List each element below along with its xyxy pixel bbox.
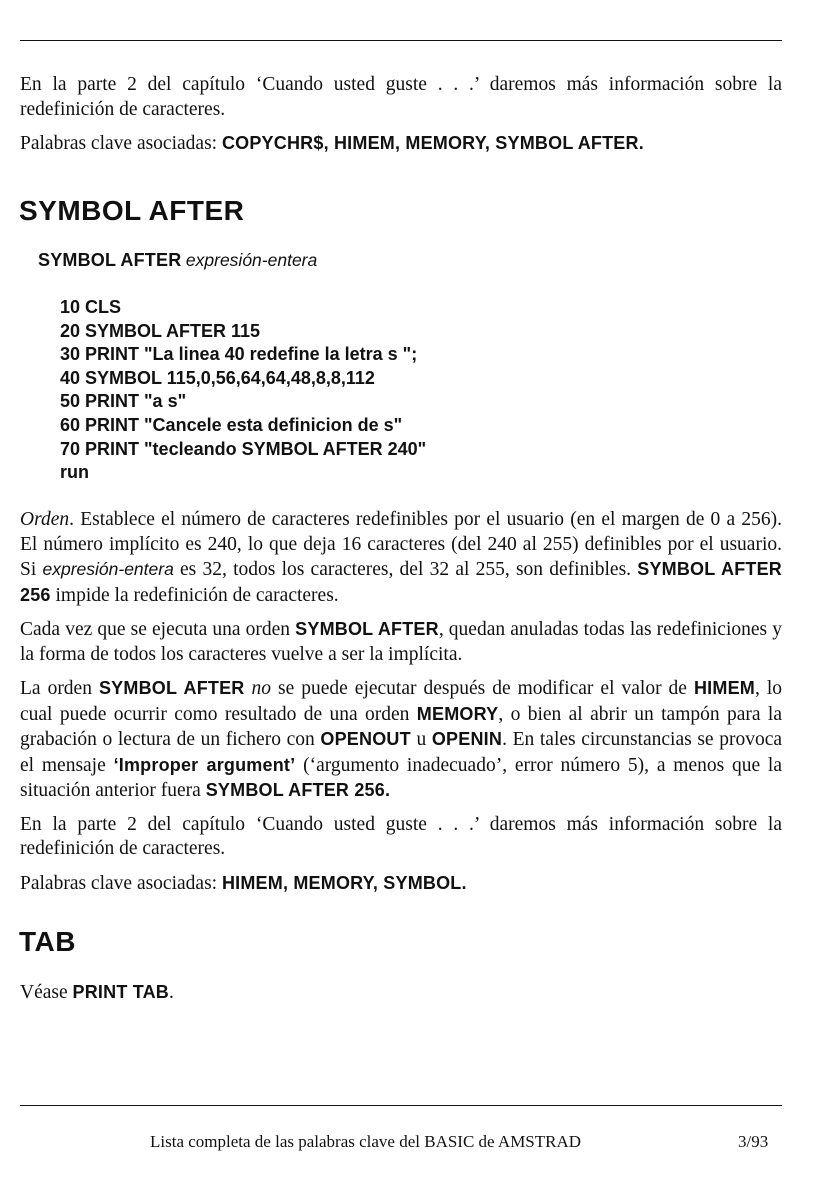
text-run: . En tales circunstancias se provoca el mensaje [20, 729, 782, 776]
code-line: 40 SYMBOL 115,0,56,64,64,48,8,8,112 [60, 367, 375, 388]
top-rule [20, 40, 782, 41]
orden-label: Orden [20, 509, 70, 530]
description-paragraph-2 [20, 617, 782, 667]
emphasis: no [251, 678, 271, 699]
text-run: , lo cual puede ocurrir como resultado de una orden [20, 678, 783, 725]
text-run [245, 678, 252, 699]
keyword-ref: OPENOUT [320, 729, 411, 749]
description-paragraph-3 [20, 676, 782, 804]
description-paragraph-1 [20, 508, 782, 608]
section-title-symbol-after: SYMBOL AFTER [19, 195, 245, 226]
code-line: 20 SYMBOL AFTER 115 [60, 320, 261, 341]
intro-associated-keywords [20, 131, 782, 157]
tab-see-also [20, 980, 782, 1006]
keyword-ref: OPENIN [431, 729, 503, 749]
text-run: Cada vez que se ejecuta una orden [20, 619, 296, 640]
keyword-ref: MEMORY [416, 703, 499, 724]
bottom-rule [20, 1105, 782, 1106]
text-run: . Establece el número de caracteres redefinibles por el usuario (en el margen de 0 a 256). El número implícito es 240, lo que deja 16 caracteres (del 240 al 255) definibles por el usuario. Si [20, 509, 782, 580]
text-run: . [384, 780, 391, 800]
syntax-keyword: SYMBOL AFTER [38, 250, 182, 270]
syntax-argument: expresión-entera [185, 250, 318, 270]
text-run: se puede ejecutar después de modificar el valor de [271, 678, 694, 699]
code-line: 70 PRINT "tecleando SYMBOL AFTER 240" [60, 438, 427, 459]
code-line: 60 PRINT "Cancele esta definicion de s" [60, 414, 403, 435]
text-run: impide la redefinición de caracteres. [50, 584, 339, 606]
intro-paragraph: En la parte 2 del capítulo ‘Cuando usted guste . . .’ daremos más información sobre la redefinición de caracteres. [20, 74, 782, 120]
assoc-label: Palabras clave asociadas: [20, 133, 222, 154]
argument-ref: expresión-entera [42, 559, 174, 579]
text-run: u [410, 729, 432, 750]
keyword-ref: SYMBOL AFTER 256 [205, 780, 385, 800]
section-title-tab: TAB [19, 926, 76, 957]
footer-title: Lista completa de las palabras clave del BASIC de AMSTRAD [150, 1132, 582, 1151]
assoc-label: Palabras clave asociadas: [20, 872, 222, 894]
code-line: run [60, 462, 89, 483]
text-run: , quedan anuladas todas las redefiniciones y la forma de todos los caracteres vuelve a ser la implícita. [20, 619, 782, 665]
assoc-end: . [461, 872, 467, 893]
see-end: . [168, 982, 174, 1003]
code-listing [60, 296, 426, 485]
intro-block [20, 73, 782, 157]
keyword-ref: HIMEM [693, 678, 755, 698]
assoc-keywords: COPYCHR$, HIMEM, MEMORY, SYMBOL AFTER [221, 133, 639, 153]
keyword-ref: SYMBOL AFTER [98, 678, 245, 698]
code-line: 50 PRINT "a s" [60, 391, 187, 412]
section-associated-keywords [20, 871, 782, 897]
description-block [20, 508, 782, 896]
text-run: , o bien al abrir un tampón para la grabación o lectura de un fichero con [20, 703, 782, 750]
tab-block [20, 980, 782, 1006]
text-run: La orden [20, 678, 99, 699]
description-paragraph-4: En la parte 2 del capítulo ‘Cuando usted guste . . .’ daremos más información sobre la redefinición de caracteres. [20, 813, 782, 859]
keyword-ref: SYMBOL AFTER 256 [20, 559, 782, 605]
page-number: 3/93 [738, 1132, 769, 1151]
text-run: es 32, todos los caracteres, del 32 al 255, son definibles. [173, 559, 638, 580]
code-line: 30 PRINT "La linea 40 redefine la letra s "; [60, 344, 418, 365]
see-keyword: PRINT TAB [72, 982, 169, 1002]
see-label: Véase [20, 982, 73, 1003]
text-run: (‘argumento inadecuado’, error número 5), a menos que la situación anterior fuera [20, 754, 783, 801]
assoc-end: . [638, 133, 644, 153]
assoc-keywords: HIMEM, MEMORY, SYMBOL [221, 872, 462, 893]
syntax-line [38, 250, 317, 271]
code-line: 10 CLS [60, 297, 122, 317]
error-message: ‘Improper argument’ [113, 754, 296, 775]
keyword-ref: SYMBOL AFTER [295, 619, 439, 639]
